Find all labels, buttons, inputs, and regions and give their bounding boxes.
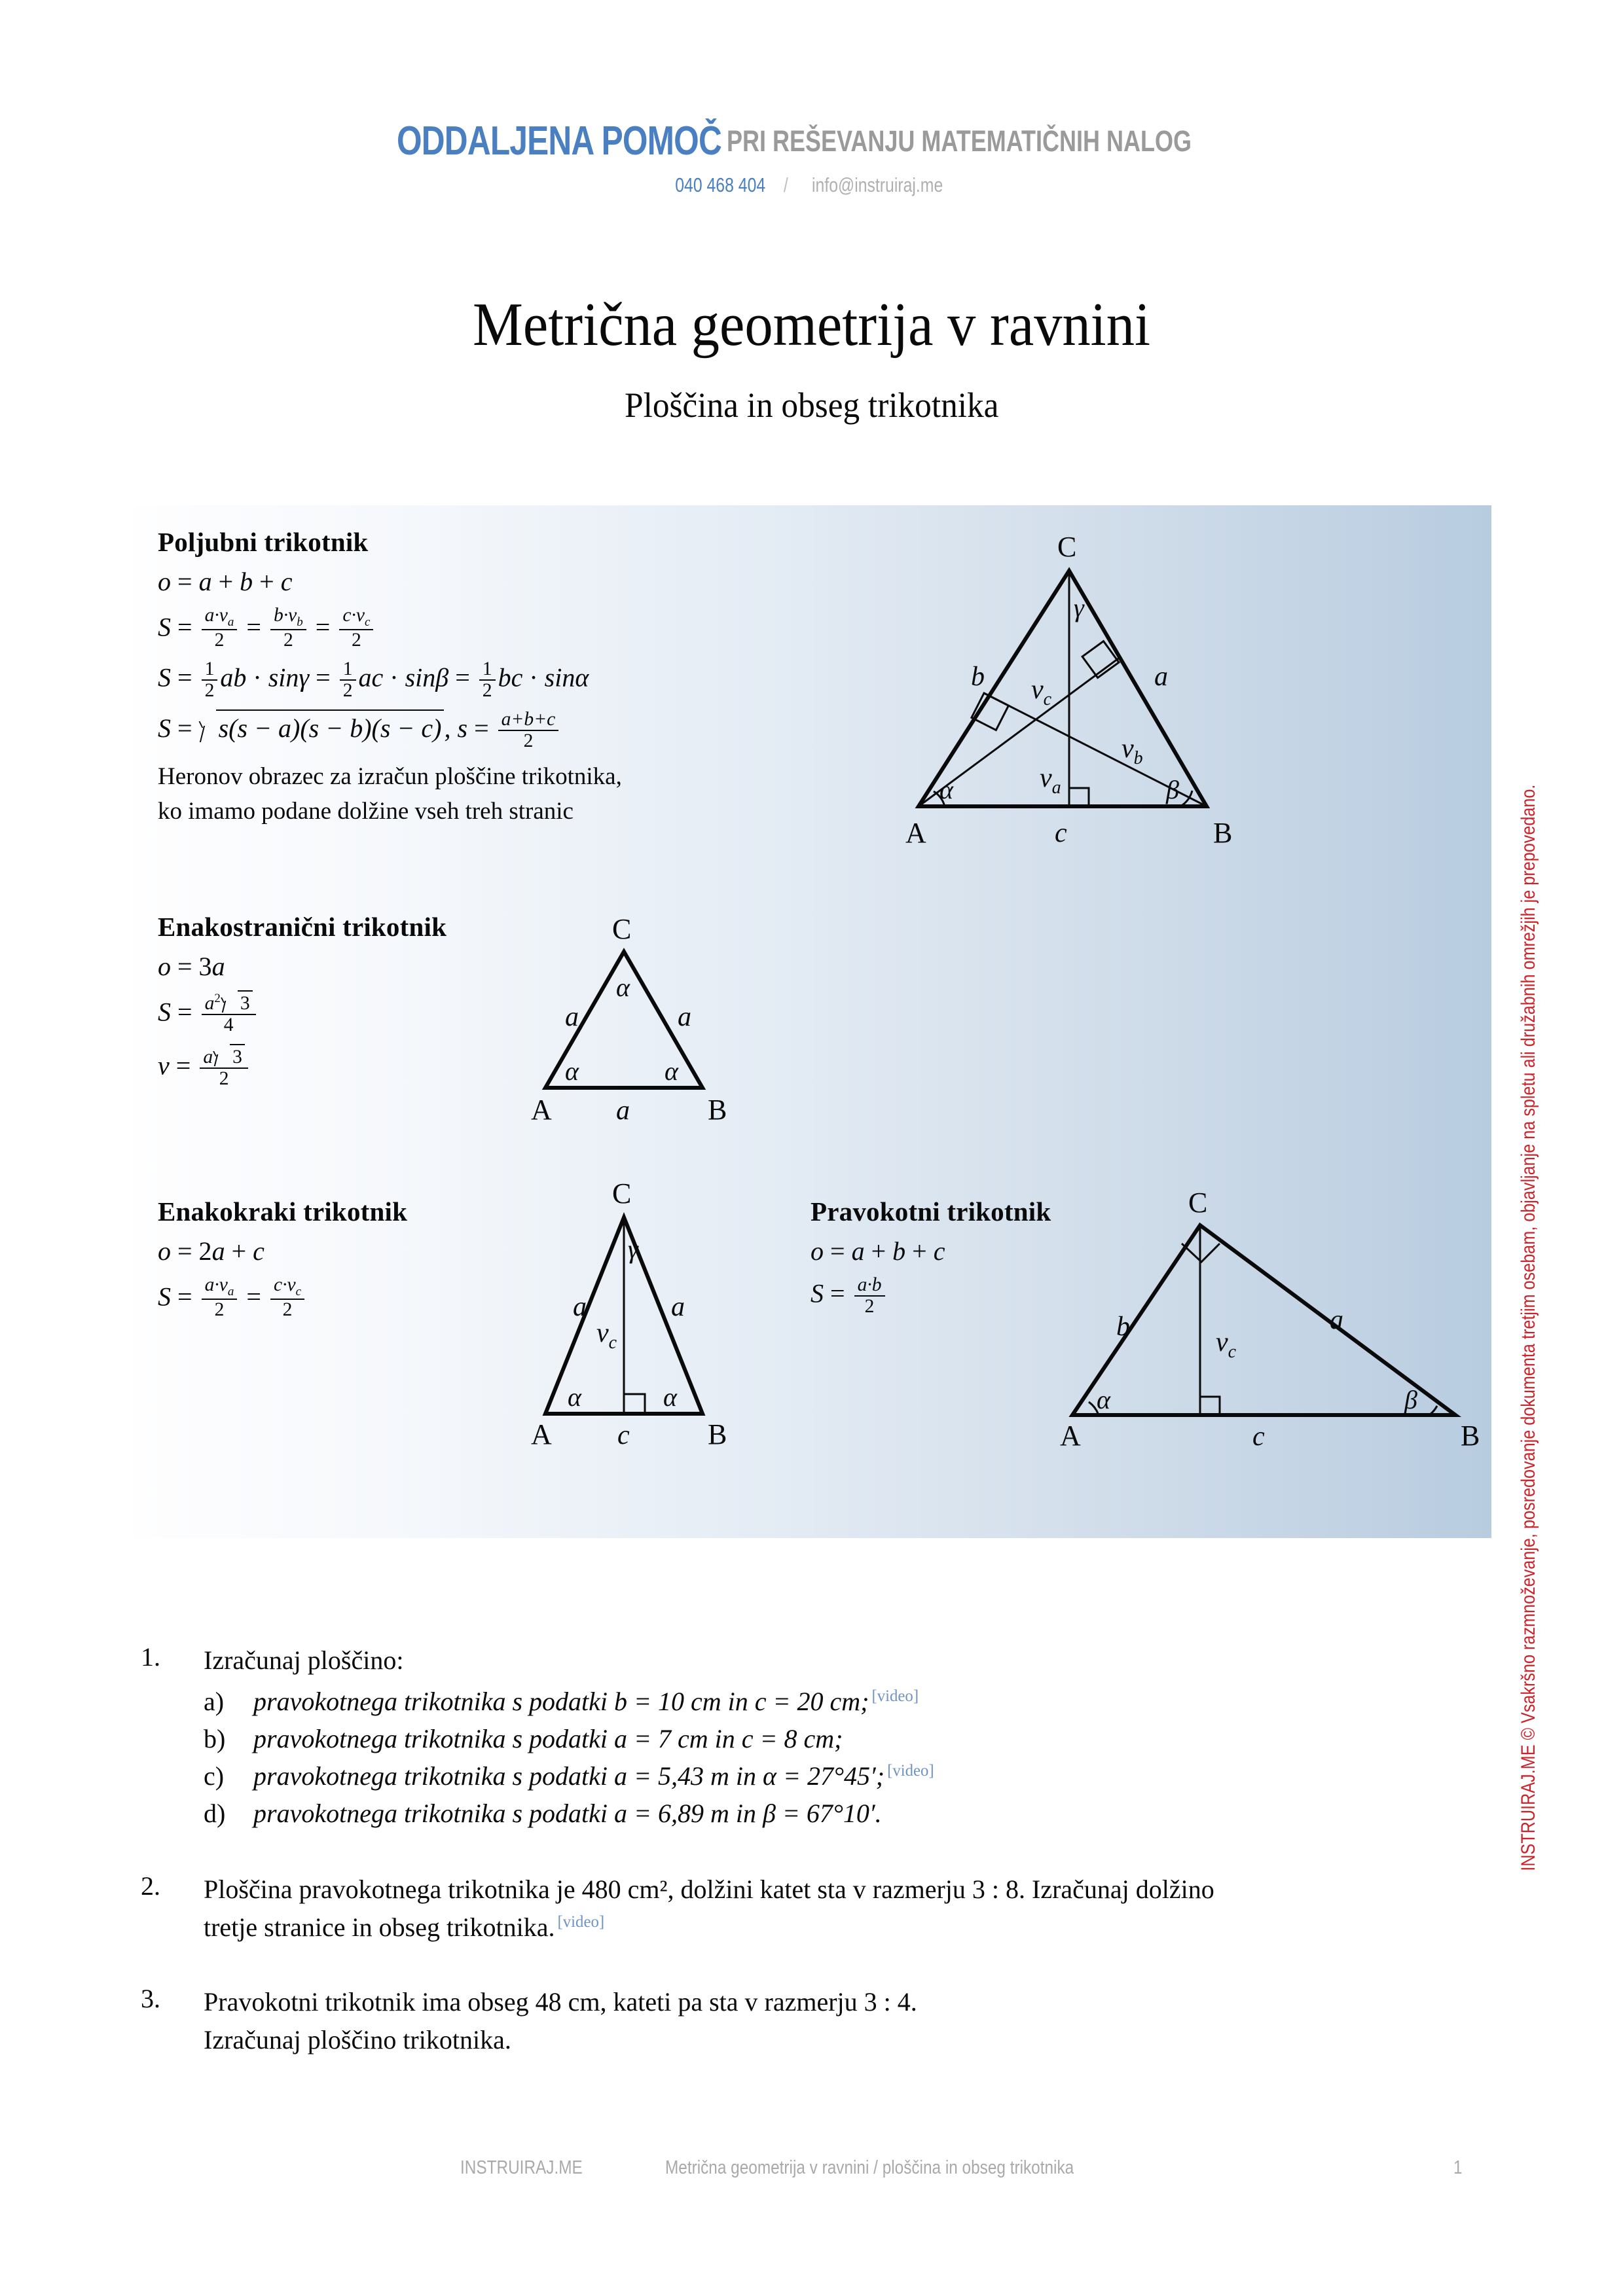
copyright-notice-text: INSTRUIRAJ.ME © Vsakršno razmnoževanje, posredovanje dokumenta tretjim osebam, objavljanje na spletu ali družabnih omrežjih je prepovedano. (1518, 784, 1539, 1871)
heron-note-line1: Heronov obrazec za izračun ploščine trikotnika, (158, 763, 622, 791)
exercise-1b-text: pravokotnega trikotnika s podatki a = 7 cm in c = 8 cm; (253, 1724, 843, 1753)
label-general-vc: $v_c$ (1031, 675, 1052, 709)
exercise-1d-label: d) (204, 1799, 226, 1828)
label-equilateral-A: A (531, 1094, 552, 1126)
formula-general-heron: S = s(s − a)(s − b)(s − c) , s = $\frac{a+b+c}{2}$ (158, 709, 780, 751)
label-general-gamma: γ (1074, 593, 1084, 622)
formula-isosceles-perimeter: o = 2a + c (158, 1236, 264, 1266)
header-contact-line (0, 173, 1623, 197)
brand-title: ODDALJENA POMOČ (396, 118, 721, 164)
formula-panel (133, 505, 1491, 1538)
label-general-vb: $v_b$ (1122, 734, 1143, 768)
label-isosceles-B: B (708, 1418, 727, 1450)
label-right-b: b (1116, 1312, 1130, 1342)
exercise-1b-label: b) (204, 1724, 226, 1753)
label-equilateral-base: a (616, 1096, 630, 1126)
section-equilateral-triangle (158, 911, 524, 1098)
label-general-va: $v_a$ (1040, 763, 1061, 798)
contact-phone[interactable]: 040 468 404 (675, 173, 766, 196)
exercise-list (141, 1641, 1470, 2063)
page-subtitle (0, 385, 1623, 425)
label-general-B: B (1213, 817, 1233, 849)
label-equilateral-right: a (678, 1002, 691, 1032)
formula-general-area-heights: S = $\frac{a\cdot v_a}{2}$ = $\frac{b\cdot v_b}{2}$ = $\frac{c\cdot v_c}{2}$ (158, 605, 780, 651)
section-heading-general: Poljubni trikotnik (158, 527, 369, 557)
exercise-1-text: Izračunaj ploščino: (204, 1645, 404, 1675)
section-isosceles-triangle (158, 1196, 524, 1329)
formula-general-perimeter: o = a + b + c (158, 567, 293, 596)
label-isosceles-C: C (612, 1177, 632, 1210)
exercise-item-2 (141, 1871, 1470, 1946)
contact-separator: / (784, 173, 789, 196)
diagram-general-triangle (879, 531, 1246, 859)
label-isosceles-gamma: γ (628, 1234, 638, 1264)
contact-email[interactable]: info@instruiraj.me (811, 173, 943, 196)
label-equilateral-angle-right: α (665, 1056, 678, 1086)
exercise-3-number: 3. (141, 1984, 160, 2013)
brand-tagline: PRI REŠEVANJU MATEMATIČNIH NALOG (726, 124, 1192, 158)
label-general-C: C (1057, 531, 1077, 563)
label-general-b: b (971, 662, 985, 692)
formula-right-perimeter: o = a + b + c (811, 1236, 945, 1266)
exercise-1d (204, 1798, 1470, 1829)
label-equilateral-C: C (612, 913, 632, 945)
label-right-C: C (1188, 1187, 1208, 1219)
page-title (0, 289, 1623, 360)
label-general-beta: β (1166, 775, 1179, 804)
label-equilateral-angle-left: α (565, 1056, 579, 1086)
header-brand-line (0, 118, 1623, 164)
section-heading-right: Pravokotni trikotnik (811, 1196, 1051, 1227)
exercise-1c-video-link[interactable]: [video] (887, 1761, 934, 1780)
label-general-A: A (905, 817, 926, 849)
label-isosceles-angle-left: α (568, 1382, 581, 1412)
exercise-3-line2: Izračunaj ploščino trikotnika. (204, 2025, 511, 2054)
label-right-B: B (1461, 1420, 1480, 1452)
page-header (0, 118, 1623, 197)
section-heading-isosceles: Enakokraki trikotnik (158, 1196, 408, 1227)
label-isosceles-right: a (671, 1292, 685, 1322)
page-subtitle-text: Ploščina in obseg trikotnika (624, 386, 999, 425)
exercise-2-video-link[interactable]: [video] (557, 1912, 605, 1931)
formula-equilateral-perimeter: o = 3a (158, 952, 225, 981)
page-title-text: Metrična geometrija v ravnini (472, 291, 1150, 359)
label-isosceles-left: a (573, 1292, 587, 1322)
formula-isosceles-area: S = $\frac{a\cdot v_a}{2}$ = $\frac{c\cdot v_c}{2}$ (158, 1275, 524, 1320)
exercise-1a-label: a) (204, 1687, 225, 1716)
label-general-alpha: α (939, 775, 953, 804)
formula-equilateral-area: S = $\frac{a^2 3}{4}$ (158, 990, 524, 1035)
section-heading-equilateral: Enakostranični trikotnik (158, 912, 447, 942)
diagram-equilateral-triangle (500, 891, 775, 1126)
copyright-notice-vertical (1518, 784, 1540, 2078)
label-isosceles-angle-right: α (663, 1382, 677, 1412)
heron-note-line2: ko imamo podane dolžine vseh treh stranic (158, 797, 574, 825)
label-right-base: c (1252, 1422, 1265, 1452)
formula-right-area: S = $\frac{a\cdot b}{2}$ (811, 1275, 1151, 1317)
footer-page-number: 1 (1453, 2157, 1463, 2178)
exercise-1a-text: pravokotnega trikotnika s podatki b = 10 cm in c = 20 cm; (253, 1687, 869, 1716)
exercise-item-1 (141, 1641, 1470, 1829)
label-equilateral-left: a (565, 1002, 579, 1032)
label-isosceles-base: c (617, 1420, 630, 1450)
label-isosceles-height: $v_c$ (596, 1318, 617, 1353)
diagram-right-triangle (1036, 1186, 1488, 1452)
label-equilateral-angle-top: α (616, 973, 630, 1002)
exercise-1c-label: c) (204, 1761, 225, 1791)
label-right-height: $v_c$ (1216, 1327, 1237, 1362)
label-right-A: A (1060, 1420, 1081, 1452)
label-right-a: a (1330, 1305, 1343, 1335)
footer-brand: INSTRUIRAJ.ME (460, 2157, 583, 2178)
exercise-1c-text: pravokotnega trikotnika s podatki a = 5,43 m in α = 27°45′; (253, 1761, 885, 1791)
exercise-1b (204, 1723, 1470, 1754)
label-general-a: a (1154, 662, 1168, 692)
label-general-c: c (1055, 818, 1067, 848)
exercise-2-line1: Ploščina pravokotnega trikotnika je 480 cm², dolžini katet sta v razmerju 3 : 8. Izračunaj dolžino (204, 1874, 1214, 1904)
exercise-1-number: 1. (141, 1642, 160, 1672)
exercise-1a (204, 1686, 1470, 1717)
formula-equilateral-height: v = $\frac{a 3}{2}$ (158, 1044, 524, 1089)
exercise-1c (204, 1761, 1470, 1791)
label-isosceles-A: A (531, 1418, 552, 1450)
exercise-2-number: 2. (141, 1871, 160, 1901)
label-equilateral-B: B (708, 1094, 727, 1126)
exercise-1d-text: pravokotnega trikotnika s podatki a = 6,89 m in β = 67°10′. (253, 1799, 882, 1828)
exercise-1a-video-link[interactable]: [video] (871, 1687, 919, 1705)
exercise-item-3 (141, 1983, 1470, 2059)
footer-subject: Metrična geometrija v ravnini / ploščina in obseg trikotnika (665, 2157, 1074, 2178)
exercise-3-line1: Pravokotni trikotnik ima obseg 48 cm, kateti pa sta v razmerju 3 : 4. (204, 1987, 917, 2017)
exercise-2-line2: tretje stranice in obseg trikotnika. (204, 1912, 555, 1942)
label-right-beta: β (1404, 1385, 1417, 1414)
section-general-triangle (158, 526, 780, 829)
label-right-alpha: α (1097, 1385, 1110, 1414)
diagram-isosceles-triangle (500, 1166, 775, 1448)
page-footer (0, 2157, 1623, 2197)
formula-general-area-sin: S = $\frac{1}{2}$ ab · sinγ = $\frac{1}{2}$ ac · sinβ = $\frac{1}{2}$ bc · sinα (158, 658, 589, 701)
